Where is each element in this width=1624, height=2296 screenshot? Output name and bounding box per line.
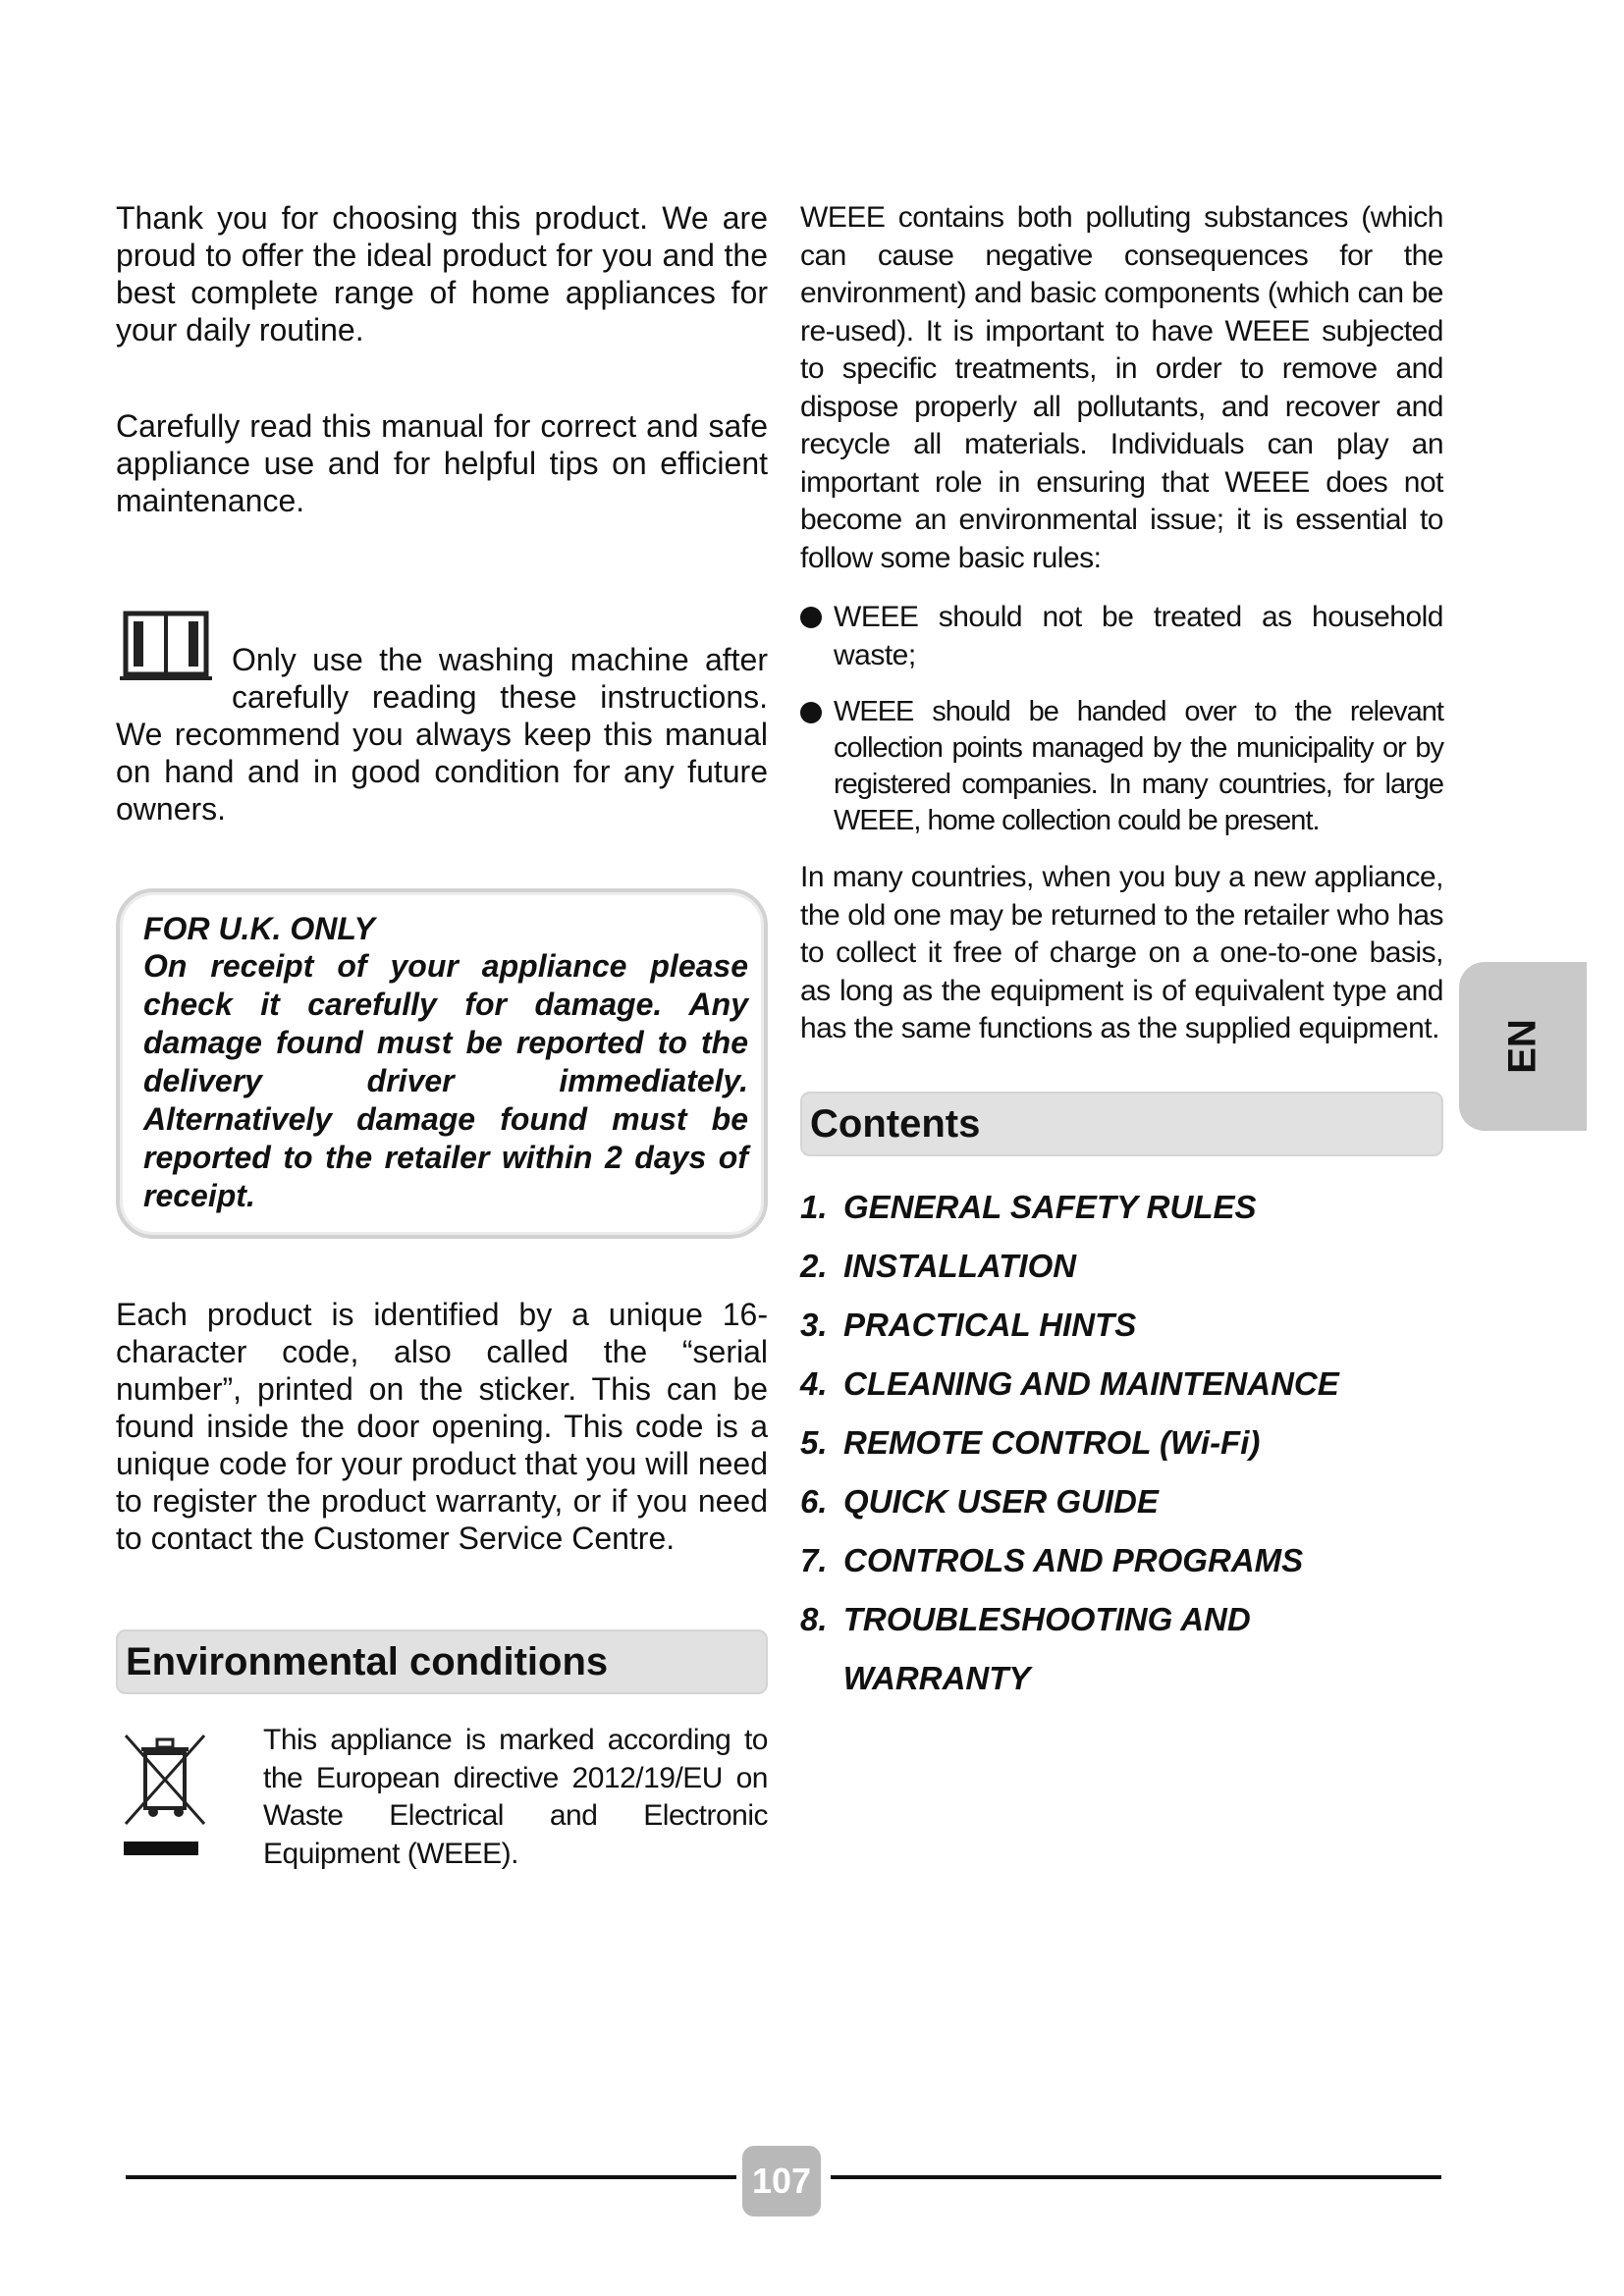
serial-number-paragraph: Each product is identified by a unique 16-character code, also called the “serial number”, printed on the sticker. This can be found inside the door opening. This code is a unique code for your product that you will need to register the product warranty, or if you need to contact the Customer Service Centre. xyxy=(116,1297,768,1556)
toc-item[interactable]: 3. PRACTICAL HINTS xyxy=(800,1296,1443,1355)
toc-item[interactable]: 2. INSTALLATION xyxy=(800,1237,1443,1296)
language-tab xyxy=(1459,962,1587,1131)
contents-heading: Contents xyxy=(800,1092,1443,1156)
toc-item[interactable]: 8. TROUBLESHOOTING AND WARRANTY xyxy=(800,1590,1443,1708)
toc-item[interactable]: 5. REMOTE CONTROL (Wi-Fi) xyxy=(800,1414,1443,1472)
language-tab-label: EN xyxy=(1500,1019,1544,1074)
footer-divider-left xyxy=(126,2175,736,2179)
bullet-text: WEEE should not be treated as household waste; xyxy=(834,601,1443,671)
environmental-conditions-heading: Environmental conditions xyxy=(116,1629,768,1694)
toc-item-title: TROUBLESHOOTING AND WARRANTY xyxy=(842,1600,1251,1696)
toc-item-title: CONTROLS AND PROGRAMS xyxy=(843,1541,1304,1578)
toc-item-title: GENERAL SAFETY RULES xyxy=(843,1188,1257,1225)
weee-intro-paragraph: WEEE contains both polluting substances (which can cause negative consequences for the environment) and basic components (which can be re-used). It is important to have WEEE subjected to specific treatments, in order to remove and dispose properly all pollutants, and recover and recycle all materials. Individuals can play an important role in ensuring that WEEE does not become an environmental issue; it is essential to follow some basic rules: xyxy=(800,201,1443,574)
crossed-out-bin-icon xyxy=(116,1722,263,1873)
toc-item[interactable]: 1. GENERAL SAFETY RULES xyxy=(800,1178,1443,1237)
intro-paragraph: Thank you for choosing this product. We are proud to offer the ideal product for you and the best complete range of home appliances for your daily routine. xyxy=(116,200,768,347)
bullet-icon xyxy=(800,702,822,723)
uk-only-notice xyxy=(116,888,768,1239)
uk-only-text: On receipt of your appliance please check it carefully for damage. Any damage found must be reported to the delivery driver immediately. Alternatively damage found must be reported to the retailer within 2 days of receipt. xyxy=(143,948,748,1213)
manual-notice xyxy=(116,608,768,828)
toc-item[interactable]: 4. CLEANING AND MAINTENANCE xyxy=(800,1355,1443,1414)
return-note-paragraph: In many countries, when you buy a new appliance, the old one may be returned to the retailer who has to collect it free of charge on a one-to-one basis, as long as the equipment is of equivalent type and has the same functions as the supplied equipment. xyxy=(800,861,1443,1044)
toc-item-title: PRACTICAL HINTS xyxy=(843,1306,1137,1343)
footer-divider-right xyxy=(831,2175,1441,2179)
list-item xyxy=(800,694,1443,839)
toc-item-title: QUICK USER GUIDE xyxy=(843,1482,1159,1520)
toc-item-title: INSTALLATION xyxy=(843,1247,1077,1284)
read-manual-paragraph: Carefully read this manual for correct and safe appliance use and for helpful tips on efficient maintenance. xyxy=(116,408,768,518)
weee-mark-row xyxy=(116,1722,768,1873)
bullet-text: WEEE should be handed over to the relevant collection points managed by the municipality or by registered companies. In many countries, for large WEEE, home collection could be present. xyxy=(834,696,1443,836)
manual-notice-text: Only use the washing machine after carefully reading these instructions. We recommend you always keep this manual on hand and in good condition for any future owners. xyxy=(116,642,768,827)
left-column xyxy=(116,199,768,1873)
weee-rules-list xyxy=(800,599,1443,839)
right-column xyxy=(800,199,1443,1708)
list-item xyxy=(800,599,1443,674)
toc-item[interactable]: 7. CONTROLS AND PROGRAMS xyxy=(800,1531,1443,1590)
toc-item-title: REMOTE CONTROL (Wi-Fi) xyxy=(843,1423,1261,1461)
table-of-contents xyxy=(800,1178,1443,1708)
uk-only-title: FOR U.K. ONLY xyxy=(143,911,375,946)
toc-item-title: CLEANING AND MAINTENANCE xyxy=(843,1364,1339,1402)
toc-item[interactable]: 6. QUICK USER GUIDE xyxy=(800,1472,1443,1531)
page-number: 107 xyxy=(742,2146,821,2216)
open-book-icon xyxy=(116,608,218,686)
weee-mark-text: This appliance is marked according to the European directive 2012/19/EU on Waste Electrical and Electronic Equipment (WEEE). xyxy=(263,1724,768,1870)
bullet-icon xyxy=(800,607,822,628)
